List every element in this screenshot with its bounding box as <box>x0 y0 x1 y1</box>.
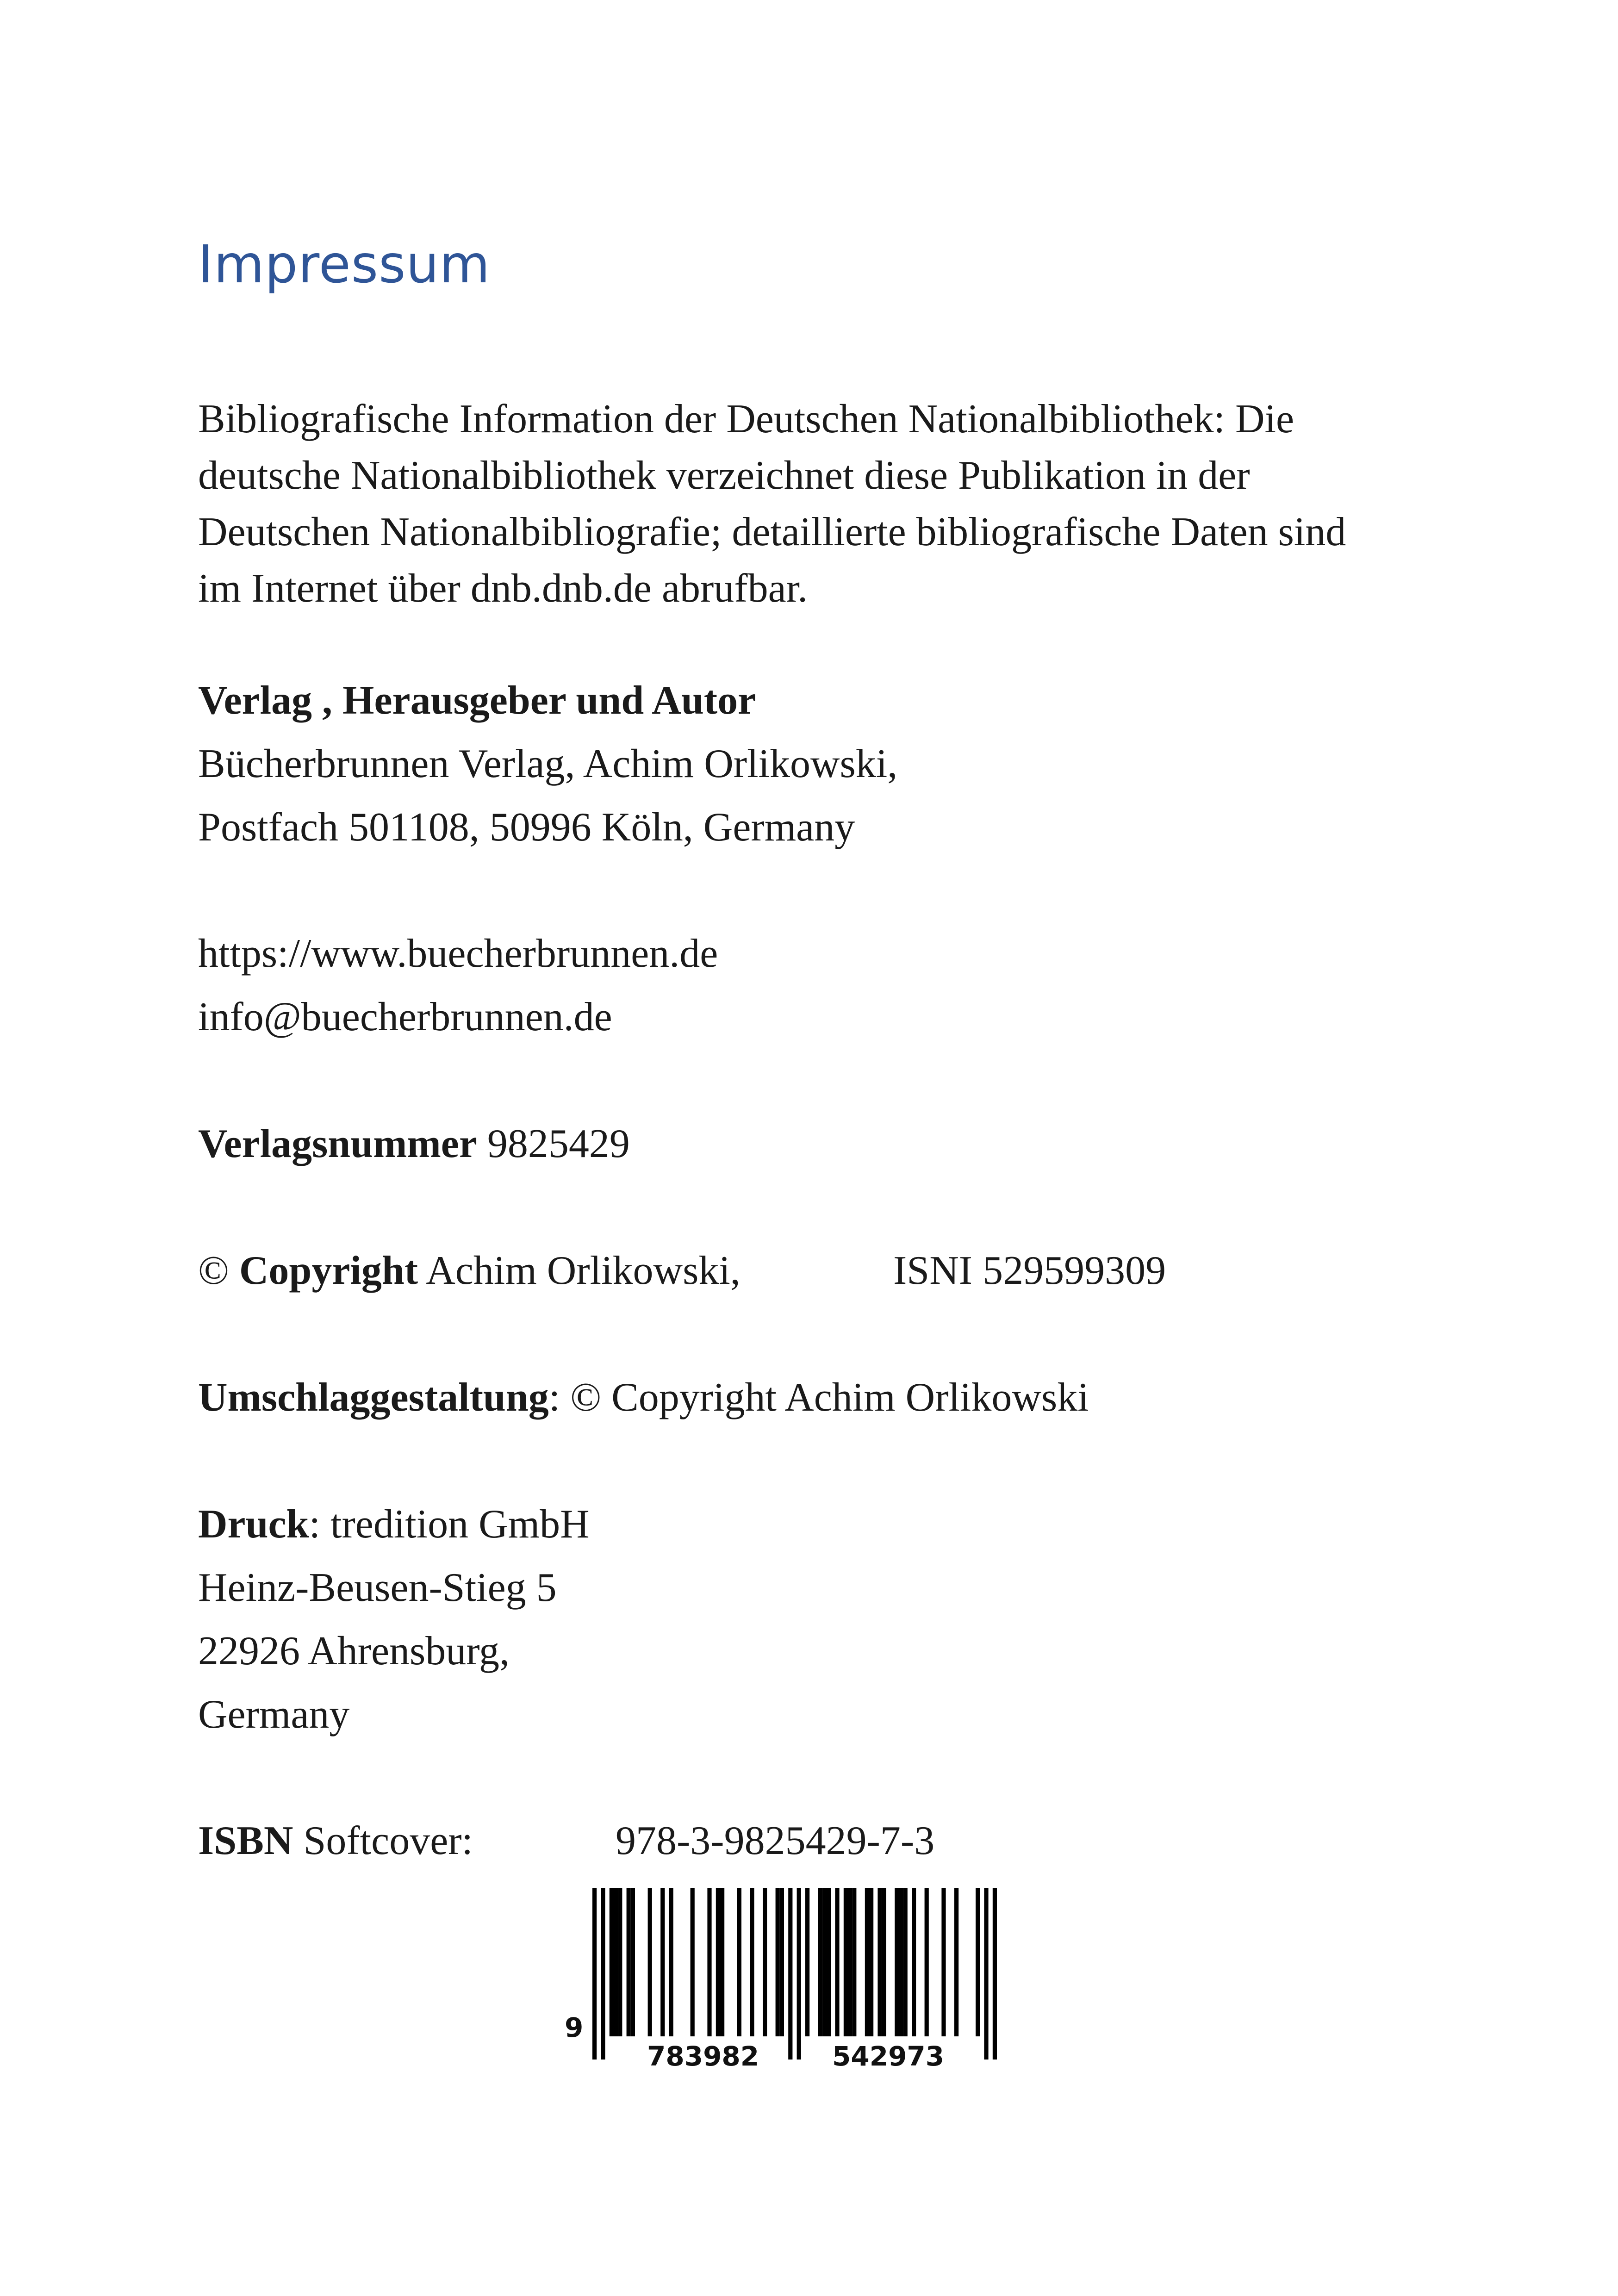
barcode-bar <box>852 1888 856 2036</box>
barcode-bar <box>865 1888 869 2036</box>
barcode-bar <box>627 1888 631 2036</box>
barcode-guard-bar <box>984 1888 988 2060</box>
printer-label: Druck <box>198 1502 309 1547</box>
intro-line-4: im Internet über dnb.dnb.de abrufbar. <box>198 566 808 611</box>
barcode-bar <box>912 1888 916 2036</box>
barcode-bar <box>660 1888 665 2036</box>
barcode-bar <box>716 1888 720 2036</box>
email-link[interactable]: info@buecherbrunnen.de <box>198 995 612 1039</box>
barcode-bar <box>903 1888 908 2036</box>
barcode-bar <box>895 1888 899 2036</box>
intro-line-2: deutsche Nationalbibliothek verzeichnet diese Publikation in der <box>198 453 1250 498</box>
barcode-bar <box>610 1888 614 2036</box>
barcode-bar <box>631 1888 635 2036</box>
barcode-bar <box>707 1888 711 2036</box>
isbn-line <box>198 1818 1494 1863</box>
printer-country: Germany <box>198 1692 350 1737</box>
barcode-bar <box>691 1888 695 2036</box>
isbn-type: Softcover: <box>293 1818 473 1863</box>
copyright-symbol: © <box>198 1248 239 1293</box>
publisher-line-1: Bücherbrunnen Verlag, Achim Orlikowski, <box>198 741 898 786</box>
isni-number: ISNI 529599309 <box>893 1248 1166 1293</box>
barcode-bar <box>827 1888 831 2036</box>
barcode-bar <box>737 1888 741 2036</box>
printer-name: : tredition GmbH <box>309 1502 590 1547</box>
barcode-bar <box>925 1888 929 2036</box>
barcode-bar <box>780 1888 784 2036</box>
printer-line <box>198 1504 590 1545</box>
barcode-bar <box>618 1888 622 2036</box>
copyright-label: Copyright <box>239 1248 418 1293</box>
barcode-left-digits: 783982 <box>647 2041 759 2072</box>
barcode-bar <box>976 1888 980 2036</box>
barcode-lead-digit: 9 <box>565 2012 584 2043</box>
barcode-bar <box>882 1888 886 2036</box>
barcode-bar <box>848 1888 852 2036</box>
barcode-bar <box>750 1888 754 2036</box>
barcode-bar <box>899 1888 903 2036</box>
publisher-heading-text: Verlag , Herausgeber und Autor <box>198 678 756 723</box>
cover-design-value: : © Copyright Achim Orlikowski <box>548 1375 1089 1420</box>
barcode-bar <box>669 1888 673 2036</box>
publisher-heading <box>198 680 756 721</box>
copyright-line <box>198 1248 1494 1293</box>
barcode-bar <box>805 1888 809 2036</box>
barcode-bar <box>614 1888 618 2036</box>
barcode-bar <box>776 1888 780 2036</box>
cover-design-line <box>198 1377 1089 1418</box>
printer-city: 22926 Ahrensburg, <box>198 1629 510 1674</box>
barcode-bar <box>877 1888 882 2036</box>
barcode-bar <box>869 1888 873 2036</box>
barcode-guard-bar <box>788 1888 792 2060</box>
barcode-guard-bar <box>797 1888 801 2060</box>
intro-line-3: Deutschen Nationalbibliografie; detaillierte bibliografische Daten sind <box>198 510 1346 554</box>
isbn-label: ISBN <box>198 1818 293 1863</box>
isbn-barcode <box>565 1888 1009 2073</box>
copyright-holder: Achim Orlikowski, <box>418 1248 741 1293</box>
page-title: Impressum <box>198 235 491 295</box>
barcode-bar <box>941 1888 946 2036</box>
isbn-number: 978-3-9825429-7-3 <box>616 1818 935 1863</box>
publisher-number <box>198 1121 630 1166</box>
publisher-number-label: Verlagsnummer <box>198 1121 477 1166</box>
publisher-line-2: Postfach 501108, 50996 Köln, Germany <box>198 805 855 850</box>
printer-street: Heinz-Beusen-Stieg 5 <box>198 1565 557 1610</box>
barcode-bar <box>954 1888 958 2036</box>
intro-line-1: Bibliografische Information der Deutschen Nationalbibliothek: Die <box>198 397 1294 442</box>
publisher-number-value: 9825429 <box>477 1121 630 1166</box>
barcode-guard-bar <box>601 1888 605 2060</box>
barcode-right-digits: 542973 <box>832 2041 945 2072</box>
barcode-bar <box>720 1888 724 2036</box>
barcode-bar <box>844 1888 848 2036</box>
barcode-bar <box>822 1888 827 2036</box>
barcode-guard-bar <box>993 1888 997 2060</box>
barcode-guard-bar <box>592 1888 597 2060</box>
cover-design-label: Umschlaggestaltung <box>198 1375 549 1420</box>
barcode-bar <box>835 1888 839 2036</box>
barcode-bar <box>763 1888 767 2036</box>
website-link[interactable]: https://www.buecherbrunnen.de <box>198 931 718 976</box>
barcode-bar <box>818 1888 822 2036</box>
barcode-bar <box>648 1888 652 2036</box>
